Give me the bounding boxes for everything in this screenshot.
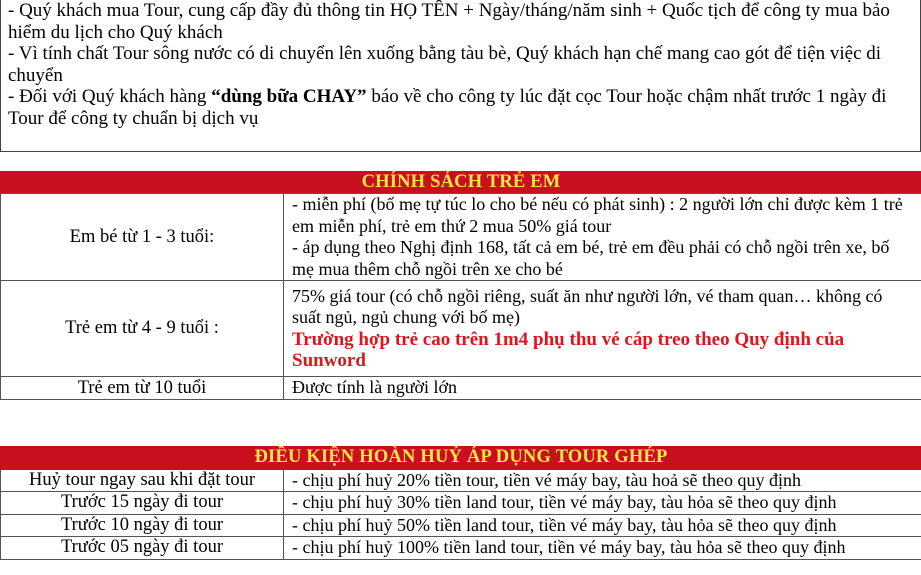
cancellation-label: Trước 05 ngày đi tour <box>1 537 284 560</box>
cancellation-label: Huỷ tour ngay sau khi đặt tour <box>1 469 284 492</box>
table-row <box>1 514 921 537</box>
table-row <box>1 377 921 400</box>
child-policy-highlight: Trường hợp trẻ cao trên 1m4 phụ thu vé cáp treo theo Quy định của Sunword <box>292 328 845 371</box>
cancellation-value: - chịu phí huỷ 20% tiền tour, tiền vé máy bay, tàu hoả sẽ theo quy định <box>284 469 921 492</box>
note-insurance: - Quý khách mua Tour, cung cấp đầy đủ thông tin HỌ TÊN + Ngày/tháng/năm sinh + Quốc tịch để công ty mua bảo hiểm du lịch cho Quý khách <box>8 0 890 43</box>
child-policy-label-infant: Em bé từ 1 - 3 tuổi: <box>1 194 284 281</box>
table-row <box>1 194 921 281</box>
notes-left-border <box>0 0 1 151</box>
cancellation-header-row <box>1 447 921 470</box>
cancellation-title: ĐIỀU KIỆN HOÀN HUỶ ÁP DỤNG TOUR GHÉP <box>1 447 921 470</box>
child-policy-line: - miễn phí (bố mẹ tự túc lo cho bé nếu có phát sinh) : 2 người lớn chỉ được kèm 1 trẻ em miễn phí, trẻ em thứ 2 mua 50% giá tour <box>292 194 903 236</box>
child-policy-label-child: Trẻ em từ 4 - 9 tuổi : <box>1 281 284 377</box>
cancellation-value: - chịu phí huỷ 50% tiền land tour, tiền vé máy bay, tàu hỏa sẽ theo quy định <box>284 514 921 537</box>
table-row <box>1 537 921 560</box>
note-vegetarian: - Đối với Quý khách hàng “dùng bữa CHAY” báo về cho công ty lúc đặt cọc Tour hoặc chậm nhất trước 1 ngày đi Tour để công ty chuẩn bị dịch vụ <box>8 86 887 129</box>
notes-divider <box>0 151 921 152</box>
cancellation-label: Trước 15 ngày đi tour <box>1 492 284 515</box>
child-policy-label-teen: Trẻ em từ 10 tuổi <box>1 377 284 400</box>
child-policy-line: - áp dụng theo Nghị định 168, tất cả em bé, trẻ em đều phải có chỗ ngồi trên xe, bố mẹ mua thêm chỗ ngồi trên xe cho bé <box>292 237 890 279</box>
cancellation-label: Trước 10 ngày đi tour <box>1 514 284 537</box>
cancellation-table <box>0 446 921 560</box>
child-policy-table <box>0 171 921 400</box>
note-footwear: - Vì tính chất Tour sông nước có di chuyển lên xuống bằng tàu bè, Quý khách hạn chế mang cao gót để tiện việc di chuyển <box>8 43 882 86</box>
table-row <box>1 469 921 492</box>
cancellation-value: - chịu phí huỷ 100% tiền land tour, tiền vé máy bay, tàu hỏa sẽ theo quy định <box>284 537 921 560</box>
child-policy-value-teen: Được tính là người lớn <box>284 377 921 400</box>
child-policy-value-child <box>284 281 921 377</box>
child-policy-value-infant <box>284 194 921 281</box>
child-policy-title: CHÍNH SÁCH TRẺ EM <box>1 172 921 194</box>
table-row <box>1 492 921 515</box>
table-row <box>1 281 921 377</box>
notes-block <box>8 0 916 129</box>
cancellation-value: - chịu phí huỷ 30% tiền land tour, tiền vé máy bay, tàu hỏa sẽ theo quy định <box>284 492 921 515</box>
child-policy-header-row <box>1 172 921 194</box>
child-policy-line: 75% giá tour (có chỗ ngồi riêng, suất ăn như người lớn, vé tham quan… không có suất ngủ, ngủ chung với bố mẹ) <box>292 285 883 327</box>
